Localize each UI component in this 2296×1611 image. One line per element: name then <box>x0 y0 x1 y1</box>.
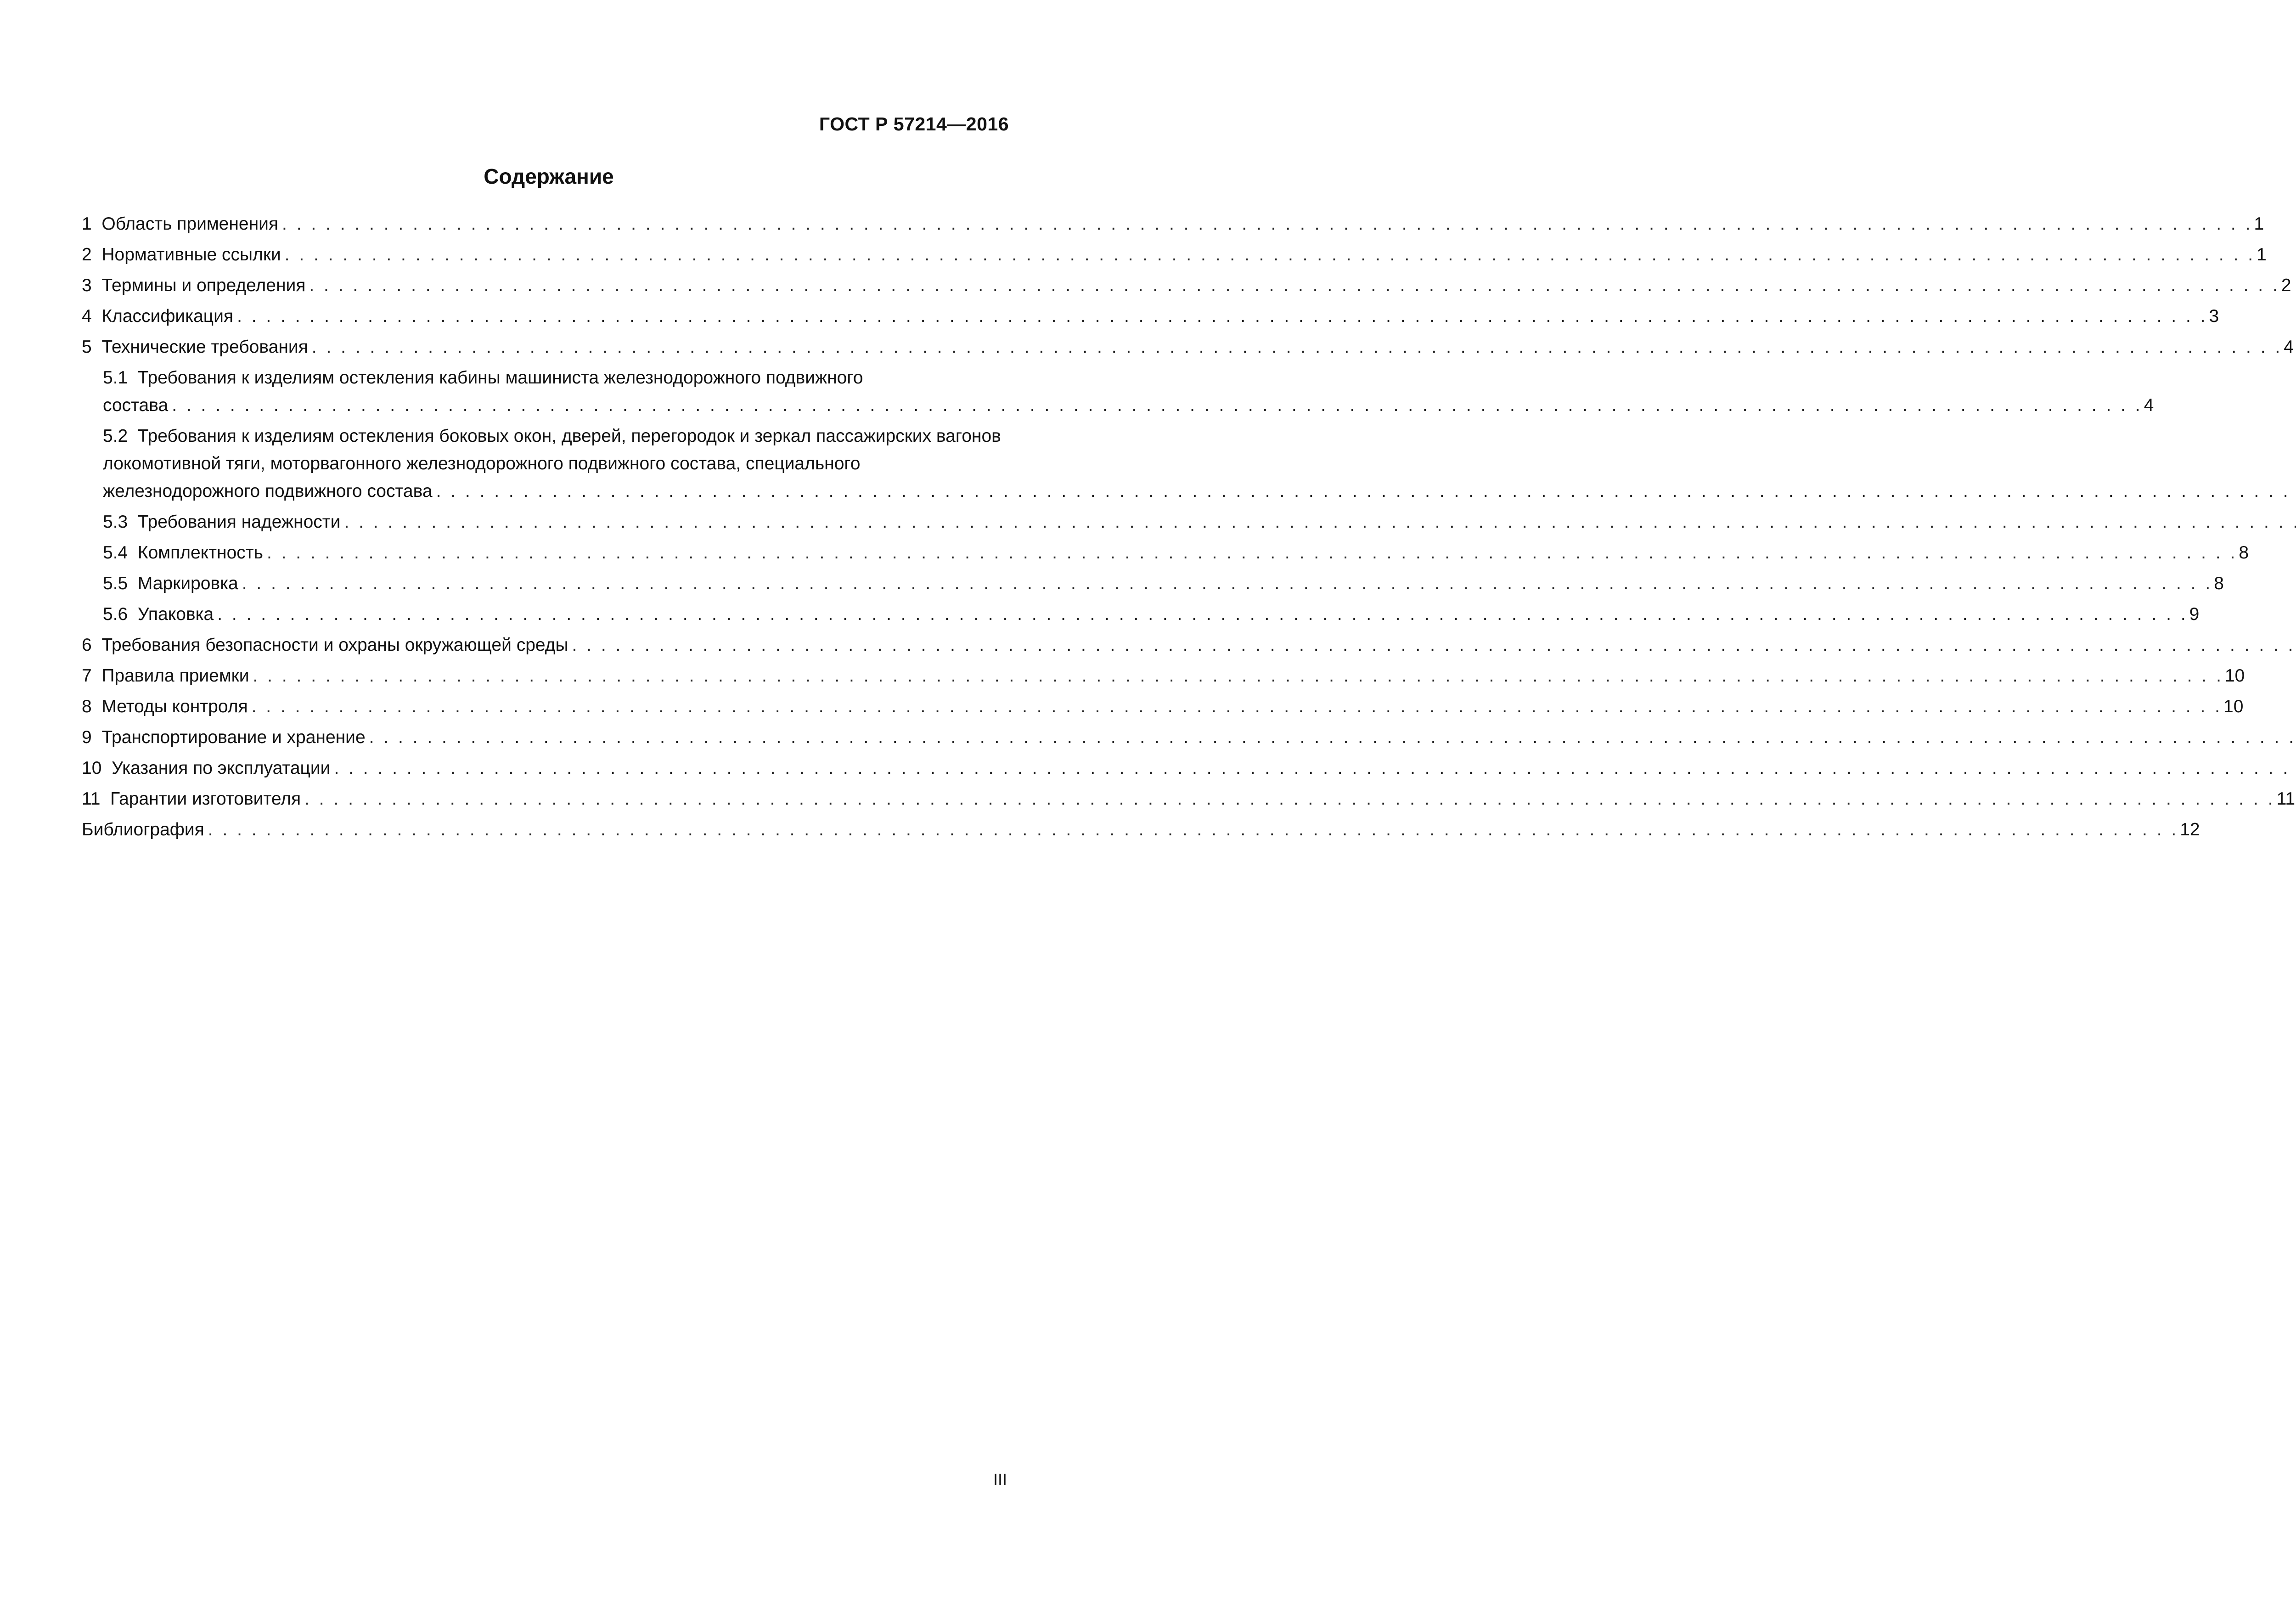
toc-entry[interactable] <box>82 662 2245 690</box>
toc-entry-page: 8 <box>2214 574 2224 593</box>
document-code: ГОСТ Р 57214—2016 <box>819 113 1009 135</box>
toc-entry[interactable] <box>82 303 2219 330</box>
toc-entry-number: 5.1 <box>103 368 138 388</box>
toc-entry-title: Классификация <box>101 306 234 326</box>
toc-entry[interactable] <box>82 693 2244 721</box>
dot-leader <box>267 539 2235 567</box>
toc-entry-page: 1 <box>2257 245 2267 265</box>
toc-entry-number: 6 <box>82 635 102 655</box>
dot-leader <box>217 601 2185 628</box>
toc-entry-title-lead: Требования к изделиям остекления кабины машиниста железнодорожного подвижного <box>137 368 863 388</box>
dot-leader <box>282 210 2250 238</box>
toc-entry-number: 5.2 <box>103 426 138 446</box>
toc-entry[interactable] <box>82 816 2200 844</box>
dot-leader <box>309 272 2277 299</box>
toc-entry[interactable] <box>82 364 2154 419</box>
toc-entry-title: Технические требования <box>101 337 308 357</box>
toc-entry-page: 2 <box>2281 276 2291 295</box>
toc-entry-title: Нормативные ссылки <box>101 245 281 265</box>
toc-entry-title: Указания по эксплуатации <box>112 758 331 778</box>
toc-entry-title: Требования надежности <box>137 512 341 532</box>
toc-entry-title: железнодорожного подвижного состава <box>103 481 433 501</box>
toc-entry[interactable] <box>82 508 1009 536</box>
toc-entry[interactable] <box>82 570 2224 597</box>
toc-entry[interactable] <box>82 539 2249 567</box>
toc-entry-title: Область применения <box>101 214 279 234</box>
table-of-contents <box>82 210 2296 847</box>
toc-entry-page: 12 <box>2180 820 2200 839</box>
toc-entry-page: 11 <box>2276 789 2296 809</box>
toc-entry-title: Требования безопасности и охраны окружающей среды <box>101 635 568 655</box>
toc-entry-page: 10 <box>2223 697 2244 716</box>
dot-leader <box>237 303 2205 330</box>
toc-entry-page: 9 <box>2189 604 2200 624</box>
toc-entry-number: 4 <box>82 306 102 326</box>
dot-leader <box>285 241 2253 269</box>
dot-leader <box>242 570 2210 597</box>
page-number: III <box>993 1470 1007 1489</box>
toc-entry-page: 10 <box>2224 666 2245 686</box>
toc-entry-title: Упаковка <box>137 604 214 624</box>
toc-entry-number: 1 <box>82 214 102 234</box>
toc-entry-number: 2 <box>82 245 102 265</box>
dot-leader <box>252 693 2220 721</box>
dot-leader <box>208 816 2176 844</box>
toc-entry[interactable] <box>82 210 2264 238</box>
toc-entry-number: 8 <box>82 697 102 716</box>
dot-leader <box>312 333 2280 361</box>
toc-entry-title: Методы контроля <box>101 697 248 716</box>
dot-leader <box>172 392 2140 419</box>
dot-leader <box>572 631 2296 659</box>
toc-entry-title: Комплектность <box>137 543 263 563</box>
dot-leader <box>304 785 2273 813</box>
dot-leader <box>369 724 2296 751</box>
toc-entry-title: Библиография <box>82 820 204 839</box>
toc-title: Содержание <box>484 164 614 188</box>
toc-entry-number: 3 <box>82 276 102 295</box>
toc-entry[interactable] <box>82 333 2294 361</box>
toc-entry-title: Транспортирование и хранение <box>101 727 366 747</box>
toc-entry-title: Маркировка <box>137 574 238 593</box>
toc-entry[interactable] <box>82 785 2296 813</box>
toc-entry-number: 5.4 <box>103 543 138 563</box>
toc-entry-number: 5 <box>82 337 102 357</box>
toc-entry-title: состава <box>103 395 169 415</box>
toc-entry[interactable] <box>82 601 2200 628</box>
toc-entry-page: 1 <box>2254 214 2264 234</box>
toc-entry[interactable] <box>82 272 2291 299</box>
toc-entry-number: 5.3 <box>103 512 138 532</box>
dot-leader <box>253 662 2221 690</box>
toc-entry-number: 9 <box>82 727 102 747</box>
toc-entry-number: 11 <box>82 789 111 809</box>
toc-entry[interactable] <box>82 724 1009 751</box>
toc-entry[interactable] <box>82 755 1009 782</box>
toc-entry-page: 4 <box>2284 337 2294 357</box>
toc-entry-page: 8 <box>2239 543 2249 563</box>
dot-leader <box>334 755 2296 782</box>
toc-entry-number: 5.6 <box>103 604 138 624</box>
toc-entry-number: 5.5 <box>103 574 138 593</box>
toc-entry-title-lead: Требования к изделиям остекления боковых окон, дверей, перегородок и зеркал пассажирских вагонов локомотивной тяги, моторвагонного железнодорожного подвижного состава, специального <box>103 426 1001 473</box>
toc-entry-title: Гарантии изготовителя <box>110 789 301 809</box>
dot-leader <box>436 478 2296 505</box>
toc-entry-page: 3 <box>2209 306 2219 326</box>
toc-entry-title: Правила приемки <box>101 666 249 686</box>
toc-entry[interactable] <box>82 241 2267 269</box>
toc-entry[interactable] <box>82 422 1009 505</box>
dot-leader <box>344 508 2296 536</box>
toc-entry-number: 10 <box>82 758 112 778</box>
toc-entry-number: 7 <box>82 666 102 686</box>
toc-entry-page: 4 <box>2144 395 2154 415</box>
toc-entry[interactable] <box>82 631 1009 659</box>
toc-entry-title: Термины и определения <box>101 276 306 295</box>
